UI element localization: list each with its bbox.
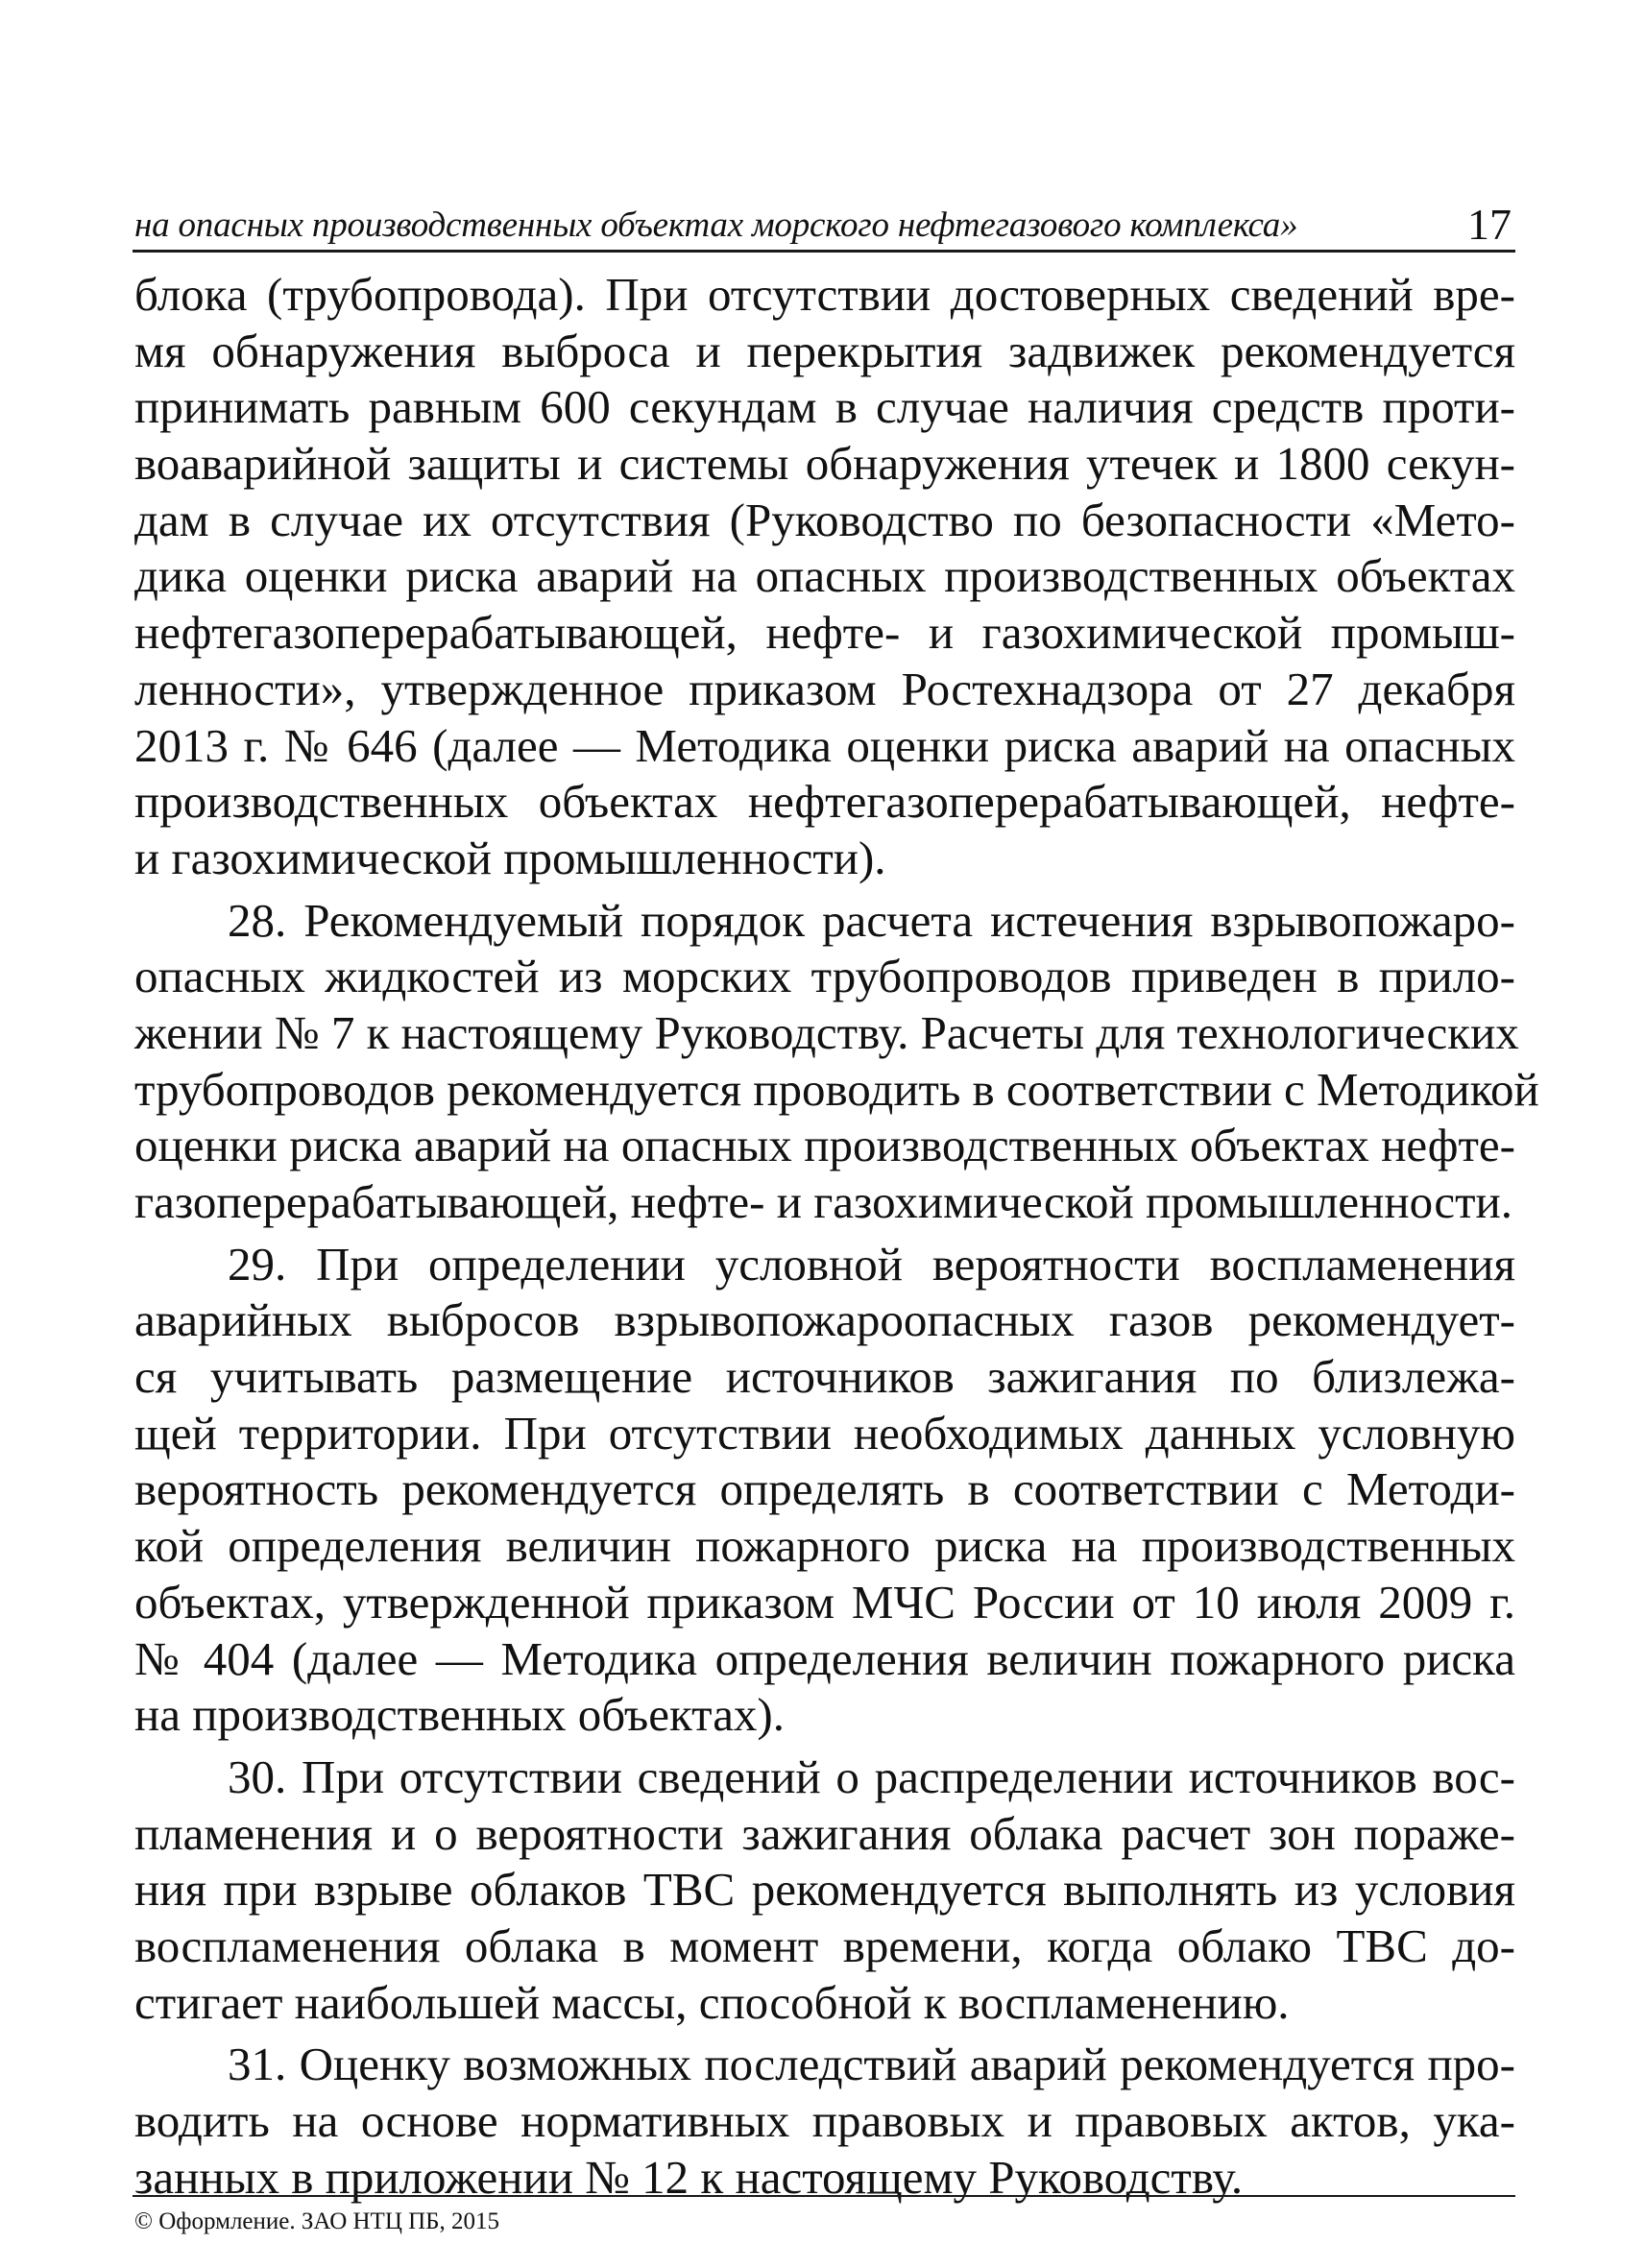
text-line: дика оценки риска аварий на опасных производственных объектах xyxy=(134,549,1515,603)
text-line: вероятность рекомендуется определять в соответствии с Методи- xyxy=(134,1462,1515,1516)
text-line: жении № 7 к настоящему Руководству. Расчеты для технологических xyxy=(134,1005,1519,1059)
copyright-notice: © Оформление. ЗАО НТЦ ПБ, 2015 xyxy=(134,2208,500,2234)
running-header-title: на опасных производственных объектах морского нефтегазового комплекса» xyxy=(134,205,1298,245)
text-line: воаварийной защиты и системы обнаружения утечек и 1800 секун- xyxy=(134,437,1515,491)
text-line: на производственных объектах). xyxy=(134,1688,786,1742)
text-line: мя обнаружения выброса и перекрытия задвижек рекомендуется xyxy=(134,324,1515,377)
text-line: пламенения и о вероятности зажигания облака расчет зон пораже- xyxy=(134,1806,1515,1860)
paragraph-29-line: 29. При определении условной вероятности воспламенения xyxy=(228,1237,1515,1291)
text-line: щей территории. При отсутствии необходимых данных условную xyxy=(134,1406,1515,1460)
text-line: ся учитывать размещение источников зажигания по близлежа- xyxy=(134,1350,1515,1404)
text-line: водить на основе нормативных правовых и правовых актов, ука- xyxy=(134,2094,1515,2147)
paragraph-31-line: 31. Оценку возможных последствий аварий рекомендуется про- xyxy=(228,2038,1515,2091)
text-line: трубопроводов рекомендуется проводить в соответствии с Методикой xyxy=(134,1062,1539,1116)
text-line: принимать равным 600 секундам в случае наличия средств проти- xyxy=(134,380,1515,434)
page-number: 17 xyxy=(1467,200,1512,249)
text-line: газоперерабатывающей, нефте- и газохимической промышленности. xyxy=(134,1175,1512,1228)
text-line: аварийных выбросов взрывопожароопасных газов рекомендует- xyxy=(134,1293,1515,1347)
text-line: воспламенения облака в момент времени, когда облако ТВС до- xyxy=(134,1918,1515,1972)
text-line: объектах, утвержденной приказом МЧС России от 10 июля 2009 г. xyxy=(134,1575,1515,1629)
text-line: 2013 г. № 646 (далее — Методика оценки риска аварий на опасных xyxy=(134,718,1515,772)
text-line: кой определения величин пожарного риска на производственных xyxy=(134,1519,1515,1573)
text-line: и газохимической промышленности). xyxy=(134,831,886,884)
page-footer xyxy=(133,2195,1515,2234)
text-line: производственных объектах нефтегазоперерабатывающей, нефте- xyxy=(134,775,1515,829)
text-line: блока (трубопровода). При отсутствии достоверных сведений вре- xyxy=(134,268,1515,321)
paragraph-30-line: 30. При отсутствии сведений о распределении источников вос- xyxy=(228,1749,1515,1803)
text-line: ленности», утвержденное приказом Ростехнадзора от 27 декабря xyxy=(134,662,1515,715)
text-line: оценки риска аварий на опасных производственных объектах нефте- xyxy=(134,1119,1515,1172)
running-header xyxy=(133,190,1515,253)
text-line: дам в случае их отсутствия (Руководство по безопасности «Мето- xyxy=(134,493,1515,546)
text-line: опасных жидкостей из морских трубопроводов приведен в прило- xyxy=(134,950,1515,1003)
text-line: № 404 (далее — Методика определения величин пожарного риска xyxy=(134,1631,1515,1685)
paragraph-28-line: 28. Рекомендуемый порядок расчета истечения взрывопожаро- xyxy=(228,893,1515,947)
text-line: занных в приложении № 12 к настоящему Руководству. xyxy=(134,2150,1244,2204)
text-line: стигает наибольшей массы, способной к воспламенению. xyxy=(134,1975,1290,2029)
text-line: ния при взрыве облаков ТВС рекомендуется выполнять из условия xyxy=(134,1863,1515,1917)
body-text xyxy=(134,267,1539,2206)
text-line: нефтегазоперерабатывающей, нефте- и газохимической промыш- xyxy=(134,606,1515,660)
